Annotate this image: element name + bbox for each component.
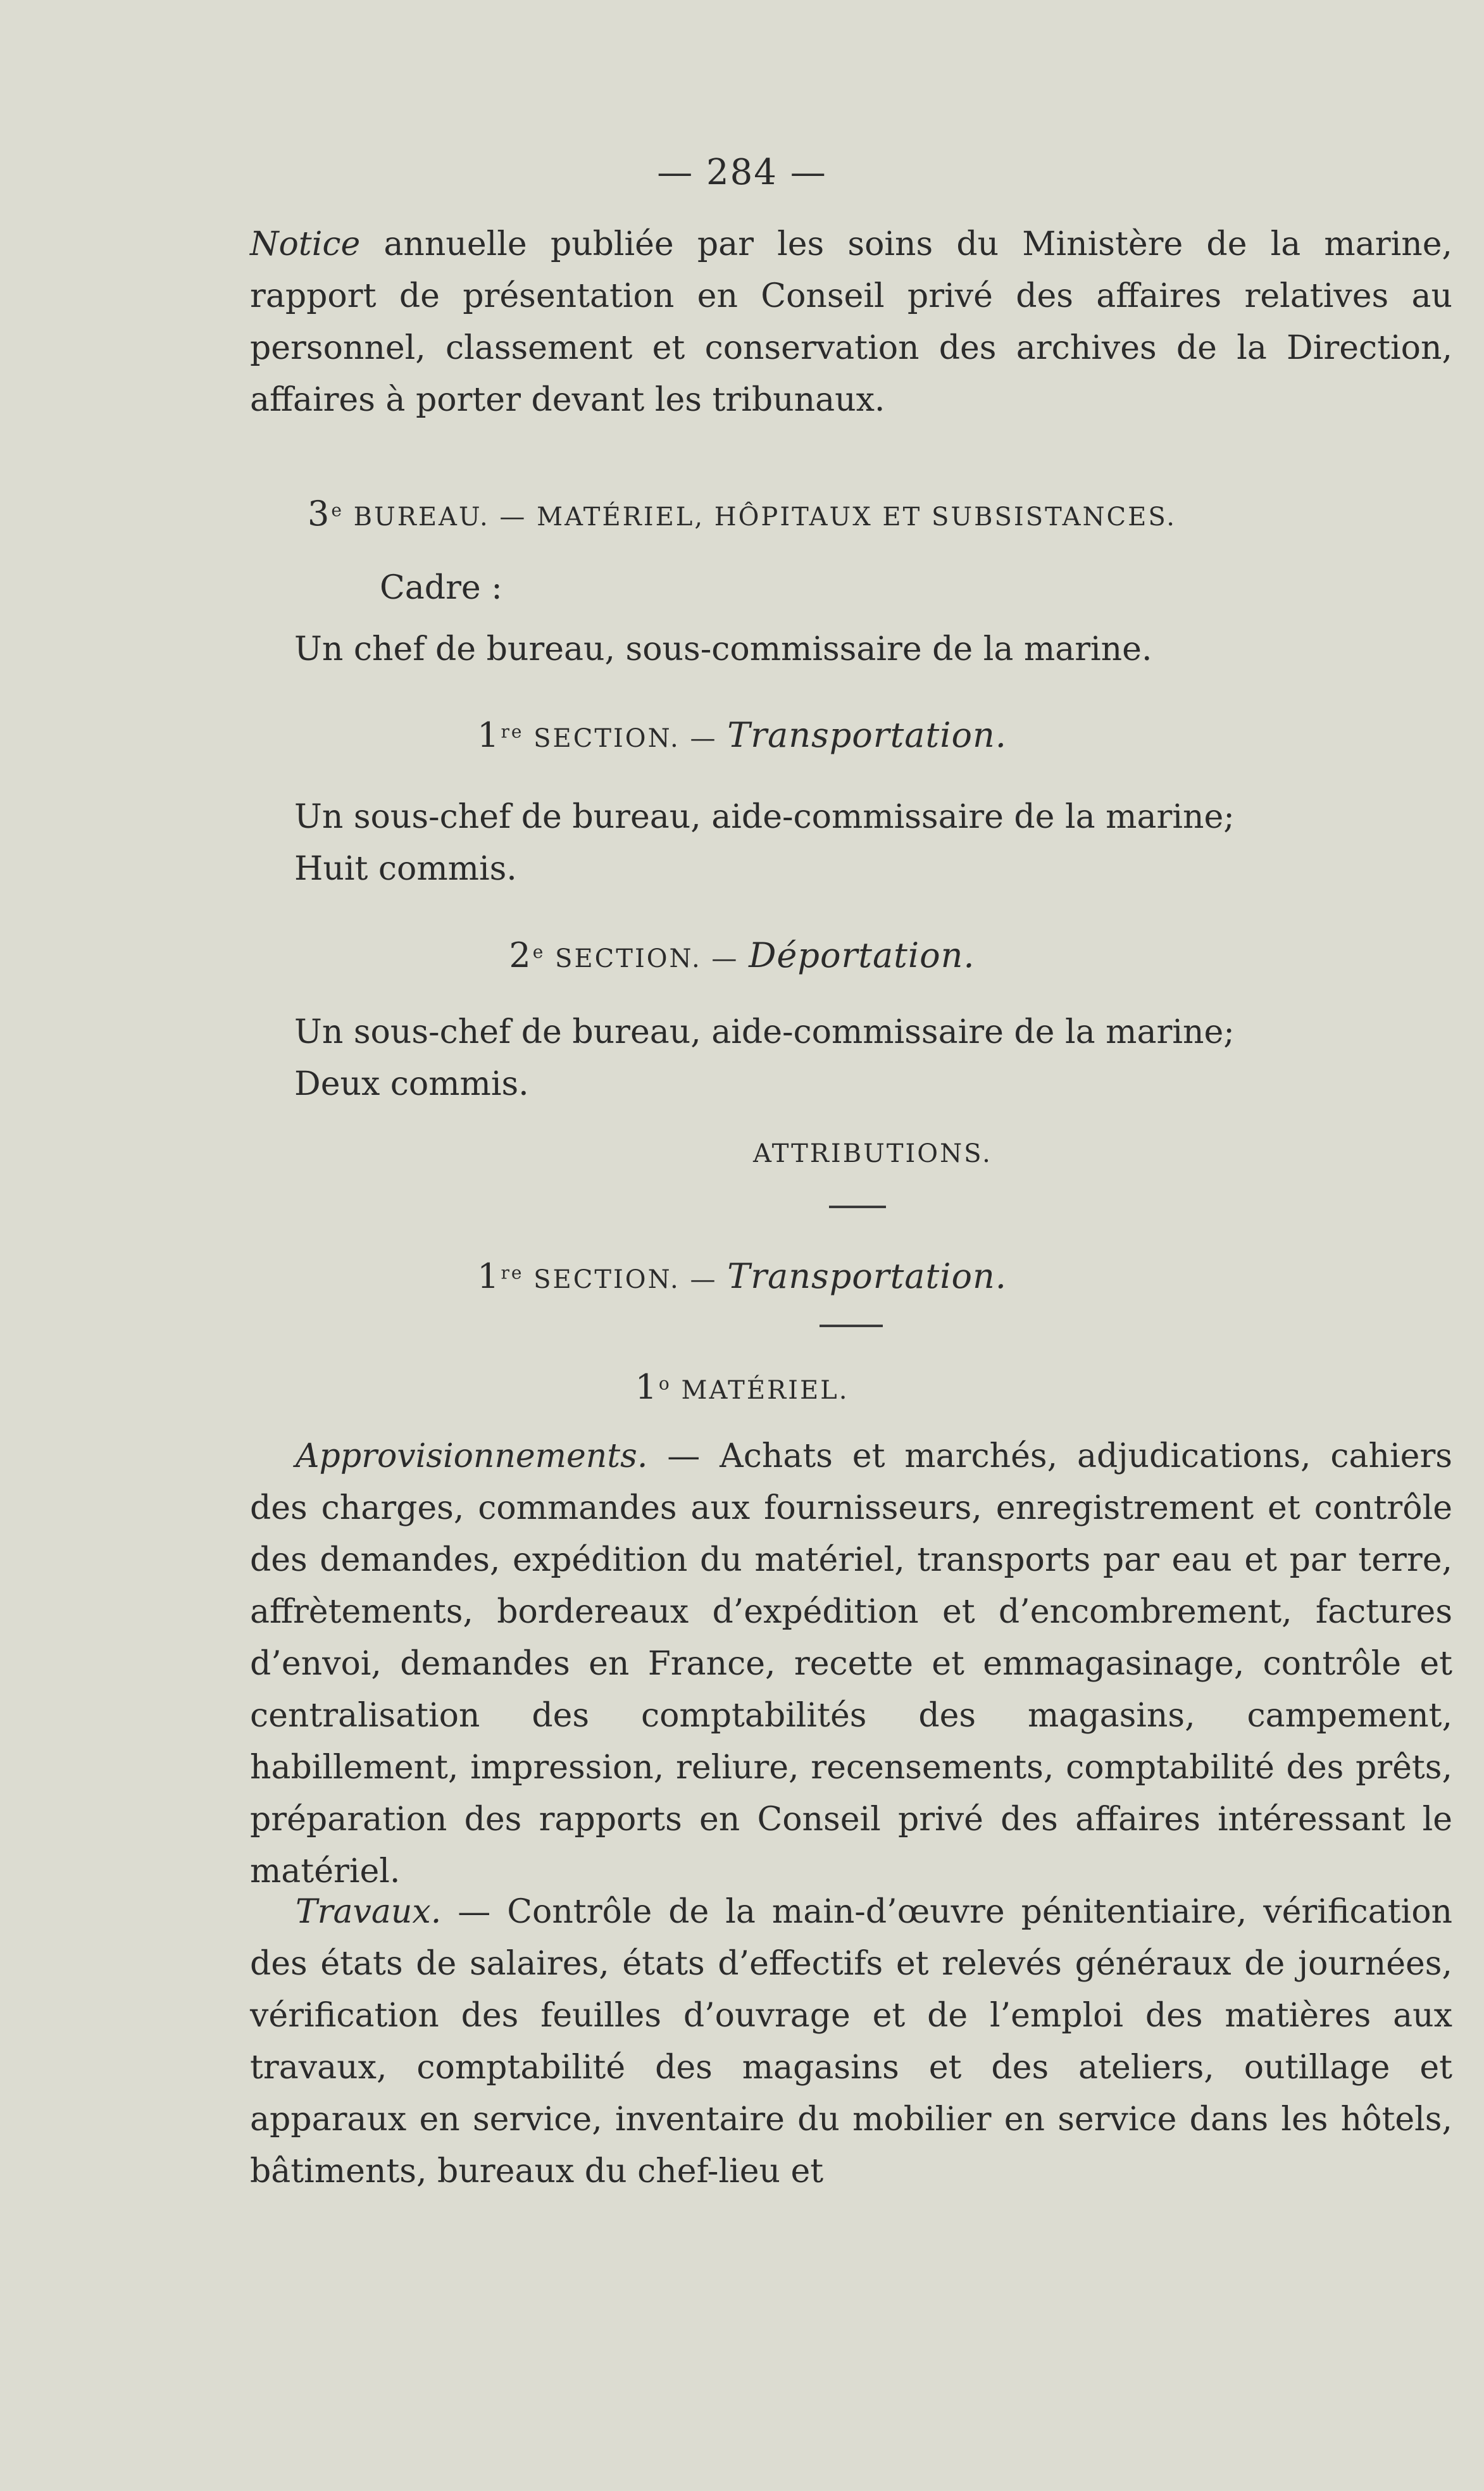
section1-heading: 1re SECTION. — Transportation. — [477, 715, 1007, 755]
cadre-label: Cadre : — [380, 569, 502, 607]
cadre-line: Un chef de bureau, sous-commissaire de la marine. — [294, 630, 1152, 668]
section1-line-2: Huit commis. — [294, 850, 517, 888]
approvisionnements-paragraph — [250, 1430, 1452, 1897]
section2-line-1: Un sous-chef de bureau, aide-commissaire de la marine; — [294, 1013, 1235, 1051]
divider-rule — [820, 1325, 883, 1327]
travaux-text: — Contrôle de la main-d’œuvre pénitentiaire, vérification des états de salaires, états d’effectifs et relevés généraux de journées, vérification des feuilles d’ouvrage et de l’emploi des matières aux travaux, comptabilité des magasins et des ateliers, outillage et apparaux en service, inventaire du mobilier en service dans les hôtels, bâtiments, bureaux du chef-lieu et — [250, 1893, 1452, 2190]
section2-heading: 2e SECTION. — Déportation. — [509, 935, 975, 975]
page-number: — 284 — — [657, 152, 827, 193]
section1-line-1: Un sous-chef de bureau, aide-commissaire de la marine; — [294, 798, 1235, 836]
approvisionnements-text: — Achats et marchés, adjudications, cahiers des charges, commandes aux fournisseurs, enregistrement et contrôle des demandes, expédition du matériel, transports par eau et par terre, affrètements, bordereaux d’expédition et d’encombrement, factures d’envoi, demandes en France, recette et emmagasinage, contrôle et centralisation des comptabilités des magasins, campement, habillement, impression, reliure, recensements, comptabilité des prêts, préparation des rapports en Conseil privé des affaires intéressant le matériel. — [250, 1437, 1452, 1890]
materiel-heading: 1$^o$ MATÉRIEL. — [635, 1367, 849, 1407]
intro-lead: Notice — [250, 225, 361, 263]
travaux-paragraph — [250, 1886, 1452, 2197]
attributions-heading: ATTRIBUTIONS. — [753, 1139, 992, 1168]
bureau-heading: 3e BUREAU. — MATÉRIEL, HÔPITAUX ET SUBSISTANCES. — [307, 494, 1177, 534]
approvisionnements-lead: Approvisionnements. — [296, 1437, 648, 1475]
divider-rule — [829, 1206, 886, 1208]
section2-line-2: Deux commis. — [294, 1065, 529, 1103]
intro-text: annuelle publiée par les soins du Ministère de la marine, rapport de présentation en Conseil privé des affaires relatives au personnel, classement et conservation des archives de la Direction, affaires à porter devant les tribunaux. — [250, 225, 1452, 419]
attr-section-heading: 1re SECTION. — Transportation. — [477, 1256, 1007, 1296]
travaux-lead: Travaux. — [296, 1893, 442, 1931]
intro-paragraph — [250, 218, 1452, 426]
